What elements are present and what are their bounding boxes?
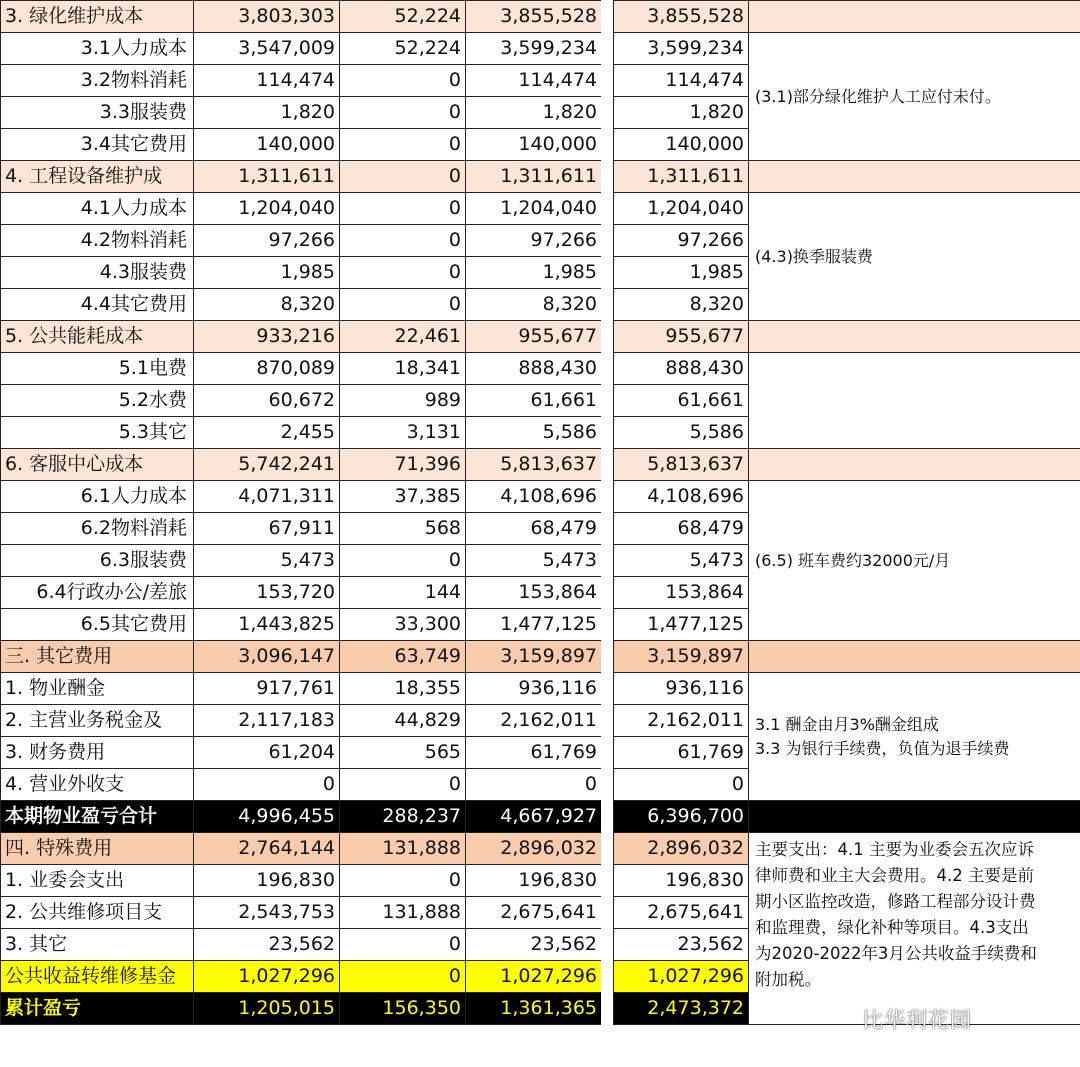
cell-amount-c: 140,000 [466, 129, 602, 161]
table-row [1, 577, 602, 609]
cell-amount: 196,830 [614, 865, 749, 897]
cell-amount-b: 0 [340, 961, 466, 993]
cell-amount-c: 196,830 [466, 865, 602, 897]
row-label: 累计盈亏 [1, 993, 194, 1025]
cell-amount-a: 153,720 [194, 577, 340, 609]
cell-amount: 2,162,011 [614, 705, 749, 737]
cell-amount-c: 2,675,641 [466, 897, 602, 929]
table-row [614, 321, 1080, 353]
table-row [1, 513, 602, 545]
cell-amount: 2,896,032 [614, 833, 749, 865]
table-row [1, 993, 602, 1025]
cell-amount: 0 [614, 769, 749, 801]
cell-amount-c: 1,204,040 [466, 193, 602, 225]
table-row [1, 897, 602, 929]
cell-amount-b: 0 [340, 129, 466, 161]
note-line: 和监理费，绿化补种等项目。4.3支出 [755, 918, 1029, 937]
row-label: 5.1电费 [1, 353, 194, 385]
note-special-fees [749, 833, 1080, 1025]
row-label: 3. 其它 [1, 929, 194, 961]
table-row [614, 481, 1080, 513]
table-row [1, 449, 602, 481]
cell-amount: 61,661 [614, 385, 749, 417]
table-row [1, 929, 602, 961]
cell-amount-a: 1,204,040 [194, 193, 340, 225]
cell-amount-c: 4,108,696 [466, 481, 602, 513]
table-row [614, 801, 1080, 833]
cell-amount-a: 4,071,311 [194, 481, 340, 513]
row-label: 3. 财务费用 [1, 737, 194, 769]
note-line: (3.1)部分绿化维护人工应付未付。 [755, 86, 1001, 106]
table-row [1, 1, 602, 33]
cell-amount-a: 1,027,296 [194, 961, 340, 993]
note-other-fees [749, 673, 1080, 801]
cell-amount-a: 2,117,183 [194, 705, 340, 737]
table-row [614, 161, 1080, 193]
note-line: 附加税。 [755, 970, 821, 989]
cell-amount-b: 144 [340, 577, 466, 609]
note-engineering [749, 193, 1080, 321]
row-label: 3.3服装费 [1, 97, 194, 129]
cell-amount-c: 936,116 [466, 673, 602, 705]
row-label: 6.2物料消耗 [1, 513, 194, 545]
cell-amount: 1,477,125 [614, 609, 749, 641]
cell-amount-b: 3,131 [340, 417, 466, 449]
table-row [1, 673, 602, 705]
row-label: 2. 公共维修项目支 [1, 897, 194, 929]
cell-amount-c: 3,159,897 [466, 641, 602, 673]
table-row [1, 97, 602, 129]
table-row [1, 353, 602, 385]
cell-amount-a: 917,761 [194, 673, 340, 705]
cell-amount-c: 1,027,296 [466, 961, 602, 993]
cell-amount-c: 2,896,032 [466, 833, 602, 865]
row-label: 6.3服装费 [1, 545, 194, 577]
cell-amount: 8,320 [614, 289, 749, 321]
cell-amount-b: 131,888 [340, 833, 466, 865]
table-row [614, 673, 1080, 705]
cell-amount: 955,677 [614, 321, 749, 353]
row-label: 6.5其它费用 [1, 609, 194, 641]
cell-amount-a: 1,443,825 [194, 609, 340, 641]
table-row [1, 481, 602, 513]
table-row [614, 1, 1080, 33]
cell-amount-a: 1,205,015 [194, 993, 340, 1025]
cell-amount-a: 870,089 [194, 353, 340, 385]
table-row [614, 353, 1080, 385]
row-label: 三. 其它费用 [1, 641, 194, 673]
table-row [1, 417, 602, 449]
row-label: 3.4其它费用 [1, 129, 194, 161]
cell-amount-c: 5,586 [466, 417, 602, 449]
cell-amount-a: 1,311,611 [194, 161, 340, 193]
row-label: 4.4其它费用 [1, 289, 194, 321]
watermark-text: 比华利花园 [862, 1008, 972, 1032]
cell-amount: 1,985 [614, 257, 749, 289]
row-label: 4. 营业外收支 [1, 769, 194, 801]
cell-amount-a: 97,266 [194, 225, 340, 257]
cell-amount-b: 0 [340, 65, 466, 97]
cell-amount-c: 3,599,234 [466, 33, 602, 65]
cell-amount-c: 3,855,528 [466, 1, 602, 33]
table-row [1, 385, 602, 417]
cell-amount-a: 196,830 [194, 865, 340, 897]
cell-amount: 114,474 [614, 65, 749, 97]
cell-amount-a: 0 [194, 769, 340, 801]
cell-amount-c: 97,266 [466, 225, 602, 257]
note-line: 3.1 酬金由月3%酬金组成 [755, 714, 939, 734]
table-gap [601, 0, 613, 1067]
cell-amount-b: 0 [340, 769, 466, 801]
table-row [614, 33, 1080, 65]
table-row [1, 737, 602, 769]
row-label: 本期物业盈亏合计 [1, 801, 194, 833]
cell-amount: 140,000 [614, 129, 749, 161]
table-row [1, 641, 602, 673]
cell-amount-b: 22,461 [340, 321, 466, 353]
cell-amount-b: 131,888 [340, 897, 466, 929]
table-row [1, 193, 602, 225]
cell-amount: 97,266 [614, 225, 749, 257]
cell-amount-c: 1,361,365 [466, 993, 602, 1025]
cell-amount-c: 0 [466, 769, 602, 801]
cell-amount-b: 0 [340, 865, 466, 897]
note-line: 期小区监控改造，修路工程部分设计费 [755, 892, 1036, 911]
row-label: 1. 业委会支出 [1, 865, 194, 897]
cell-amount-b: 52,224 [340, 33, 466, 65]
cell-amount-c: 5,813,637 [466, 449, 602, 481]
cell-amount: 153,864 [614, 577, 749, 609]
row-label: 6.1人力成本 [1, 481, 194, 513]
table-row [1, 161, 602, 193]
table-row [1, 289, 602, 321]
cell-amount-a: 1,820 [194, 97, 340, 129]
row-label: 四. 特殊费用 [1, 833, 194, 865]
row-label: 3.2物料消耗 [1, 65, 194, 97]
table-row [1, 801, 602, 833]
cell-amount: 2,473,372 [614, 993, 749, 1025]
note-line: 3.3 为银行手续费，负值为退手续费 [755, 738, 1010, 758]
cell-amount-b: 989 [340, 385, 466, 417]
cell-amount-b: 0 [340, 97, 466, 129]
table-row [1, 705, 602, 737]
cell-amount-b: 0 [340, 545, 466, 577]
row-label: 5. 公共能耗成本 [1, 321, 194, 353]
table-row [614, 193, 1080, 225]
cell-amount-c: 61,769 [466, 737, 602, 769]
cell-amount-b: 0 [340, 193, 466, 225]
cell-amount-b: 52,224 [340, 1, 466, 33]
row-label: 4. 工程设备维护成 [1, 161, 194, 193]
row-label: 5.3其它 [1, 417, 194, 449]
note-cell [749, 641, 1080, 673]
cell-amount-a: 8,320 [194, 289, 340, 321]
row-label: 4.1人力成本 [1, 193, 194, 225]
cell-amount-a: 933,216 [194, 321, 340, 353]
cell-amount: 936,116 [614, 673, 749, 705]
table-row [614, 641, 1080, 673]
cell-amount-b: 18,341 [340, 353, 466, 385]
cell-amount-c: 2,162,011 [466, 705, 602, 737]
table-row [1, 545, 602, 577]
cell-amount: 6,396,700 [614, 801, 749, 833]
row-label: 3.1人力成本 [1, 33, 194, 65]
cell-amount-c: 114,474 [466, 65, 602, 97]
row-label: 公共收益转维修基金 [1, 961, 194, 993]
note-energy [749, 353, 1080, 449]
note-cell [749, 321, 1080, 353]
cell-amount-a: 1,985 [194, 257, 340, 289]
note-service [749, 481, 1080, 641]
note-cell [749, 1, 1080, 33]
cell-amount: 5,473 [614, 545, 749, 577]
cell-amount-b: 33,300 [340, 609, 466, 641]
row-label: 5.2水费 [1, 385, 194, 417]
note-cell [749, 161, 1080, 193]
table-row [1, 33, 602, 65]
cell-amount: 1,204,040 [614, 193, 749, 225]
cell-amount-b: 37,385 [340, 481, 466, 513]
cell-amount-b: 288,237 [340, 801, 466, 833]
cell-amount-c: 1,477,125 [466, 609, 602, 641]
cell-amount-c: 61,661 [466, 385, 602, 417]
cell-amount-a: 2,455 [194, 417, 340, 449]
cell-amount-b: 63,749 [340, 641, 466, 673]
table-row [1, 65, 602, 97]
note-line: (6.5) 班车费约32000元/月 [755, 550, 951, 570]
cell-amount: 5,586 [614, 417, 749, 449]
cell-amount-c: 4,667,927 [466, 801, 602, 833]
note-greening [749, 33, 1080, 161]
table-row [1, 225, 602, 257]
cell-amount-a: 3,547,009 [194, 33, 340, 65]
cell-amount-c: 1,985 [466, 257, 602, 289]
cell-amount-a: 61,204 [194, 737, 340, 769]
table-row [1, 865, 602, 897]
cell-amount: 68,479 [614, 513, 749, 545]
cell-amount-a: 3,096,147 [194, 641, 340, 673]
cell-amount: 2,675,641 [614, 897, 749, 929]
cell-amount-a: 5,742,241 [194, 449, 340, 481]
cell-amount-c: 955,677 [466, 321, 602, 353]
cell-amount-b: 0 [340, 225, 466, 257]
cell-amount-c: 8,320 [466, 289, 602, 321]
cell-amount-b: 0 [340, 929, 466, 961]
row-label: 2. 主营业务税金及 [1, 705, 194, 737]
cell-amount-c: 153,864 [466, 577, 602, 609]
table-row [1, 769, 602, 801]
table-row [614, 449, 1080, 481]
cell-amount: 5,813,637 [614, 449, 749, 481]
cell-amount: 3,159,897 [614, 641, 749, 673]
table-row [614, 833, 1080, 865]
cell-amount: 888,430 [614, 353, 749, 385]
cell-amount-b: 44,829 [340, 705, 466, 737]
cell-amount-b: 18,355 [340, 673, 466, 705]
cell-amount: 61,769 [614, 737, 749, 769]
row-label: 4.2物料消耗 [1, 225, 194, 257]
cell-amount-a: 67,911 [194, 513, 340, 545]
row-label: 1. 物业酬金 [1, 673, 194, 705]
cell-amount-a: 3,803,303 [194, 1, 340, 33]
cell-amount-c: 68,479 [466, 513, 602, 545]
cell-amount-b: 156,350 [340, 993, 466, 1025]
cell-amount-a: 4,996,455 [194, 801, 340, 833]
cell-amount: 1,311,611 [614, 161, 749, 193]
table-row [1, 609, 602, 641]
cell-amount: 3,599,234 [614, 33, 749, 65]
cell-amount: 4,108,696 [614, 481, 749, 513]
row-label: 3. 绿化维护成本 [1, 1, 194, 33]
note-line: 主要支出：4.1 主要为业委会五次应诉 [755, 840, 1034, 859]
cell-amount-a: 5,473 [194, 545, 340, 577]
cell-amount: 1,027,296 [614, 961, 749, 993]
cell-amount-b: 568 [340, 513, 466, 545]
row-label: 6. 客服中心成本 [1, 449, 194, 481]
cell-amount-a: 2,543,753 [194, 897, 340, 929]
table-row [1, 129, 602, 161]
cell-amount-b: 565 [340, 737, 466, 769]
cell-amount-a: 140,000 [194, 129, 340, 161]
cell-amount-b: 0 [340, 257, 466, 289]
cell-amount-c: 1,820 [466, 97, 602, 129]
cell-amount: 3,855,528 [614, 1, 749, 33]
cell-amount-b: 0 [340, 289, 466, 321]
cell-amount-b: 0 [340, 161, 466, 193]
cell-amount-c: 1,311,611 [466, 161, 602, 193]
right-summary-table [613, 0, 1080, 1025]
cell-amount-c: 23,562 [466, 929, 602, 961]
row-label: 6.4行政办公/差旅 [1, 577, 194, 609]
note-line: 为2020-2022年3月公共收益手续费和 [755, 944, 1037, 963]
cell-amount-a: 2,764,144 [194, 833, 340, 865]
table-row [1, 961, 602, 993]
cell-amount-c: 888,430 [466, 353, 602, 385]
table-row [1, 833, 602, 865]
table-row [1, 321, 602, 353]
note-cell [749, 449, 1080, 481]
table-row [1, 257, 602, 289]
cell-amount-a: 60,672 [194, 385, 340, 417]
cell-amount-b: 71,396 [340, 449, 466, 481]
cell-amount-a: 114,474 [194, 65, 340, 97]
cell-amount-c: 5,473 [466, 545, 602, 577]
cell-amount-a: 23,562 [194, 929, 340, 961]
note-line: 律师费和业主大会费用。4.2 主要是前 [755, 866, 1034, 885]
cell-amount: 1,820 [614, 97, 749, 129]
note-line: (4.3)换季服装费 [755, 246, 873, 266]
note-cell [749, 801, 1080, 833]
row-label: 4.3服装费 [1, 257, 194, 289]
cell-amount: 23,562 [614, 929, 749, 961]
